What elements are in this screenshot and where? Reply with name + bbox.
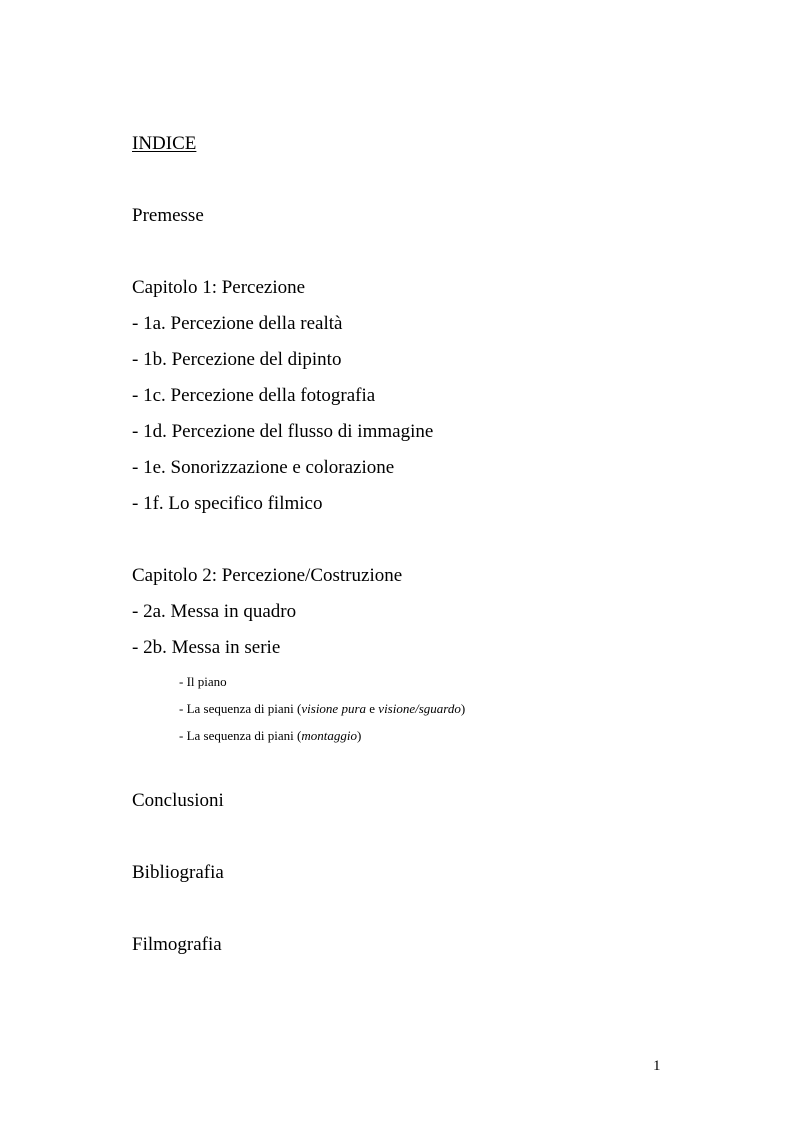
toc-subitem-sequenza-montaggio (179, 728, 361, 744)
toc-item-1f: - 1f. Lo specifico filmico (132, 493, 323, 514)
toc-subitem-sequenza-visione (179, 701, 465, 717)
toc-item-1d: - 1d. Percezione del flusso di immagine (132, 421, 434, 442)
subitem-italic: visione/sguardo (378, 701, 461, 716)
toc-conclusioni: Conclusioni (132, 790, 224, 811)
toc-bibliografia: Bibliografia (132, 862, 224, 883)
index-title: INDICE (132, 133, 197, 154)
toc-item-1e: - 1e. Sonorizzazione e colorazione (132, 457, 395, 478)
subitem-text: - La sequenza di piani ( (179, 728, 302, 743)
toc-item-1c: - 1c. Percezione della fotografia (132, 385, 376, 406)
toc-item-2b: - 2b. Messa in serie (132, 637, 281, 658)
toc-subitem-piano: - Il piano (179, 674, 227, 689)
subitem-text: ) (357, 728, 362, 743)
subitem-text: e (366, 701, 379, 716)
subitem-text: - La sequenza di piani ( (179, 701, 302, 716)
toc-item-1a: - 1a. Percezione della realtà (132, 313, 343, 334)
toc-filmografia: Filmografia (132, 934, 222, 955)
toc-item-2a: - 2a. Messa in quadro (132, 601, 297, 622)
toc-chapter-2-heading: Capitolo 2: Percezione/Costruzione (132, 565, 403, 586)
toc-premesse: Premesse (132, 205, 204, 226)
toc-item-1b: - 1b. Percezione del dipinto (132, 349, 342, 370)
subitem-italic: montaggio (301, 728, 357, 743)
toc-chapter-1-heading: Capitolo 1: Percezione (132, 277, 306, 298)
subitem-italic: visione pura (301, 701, 367, 716)
subitem-text: ) (460, 701, 466, 716)
page-number: 1 (653, 1058, 661, 1074)
